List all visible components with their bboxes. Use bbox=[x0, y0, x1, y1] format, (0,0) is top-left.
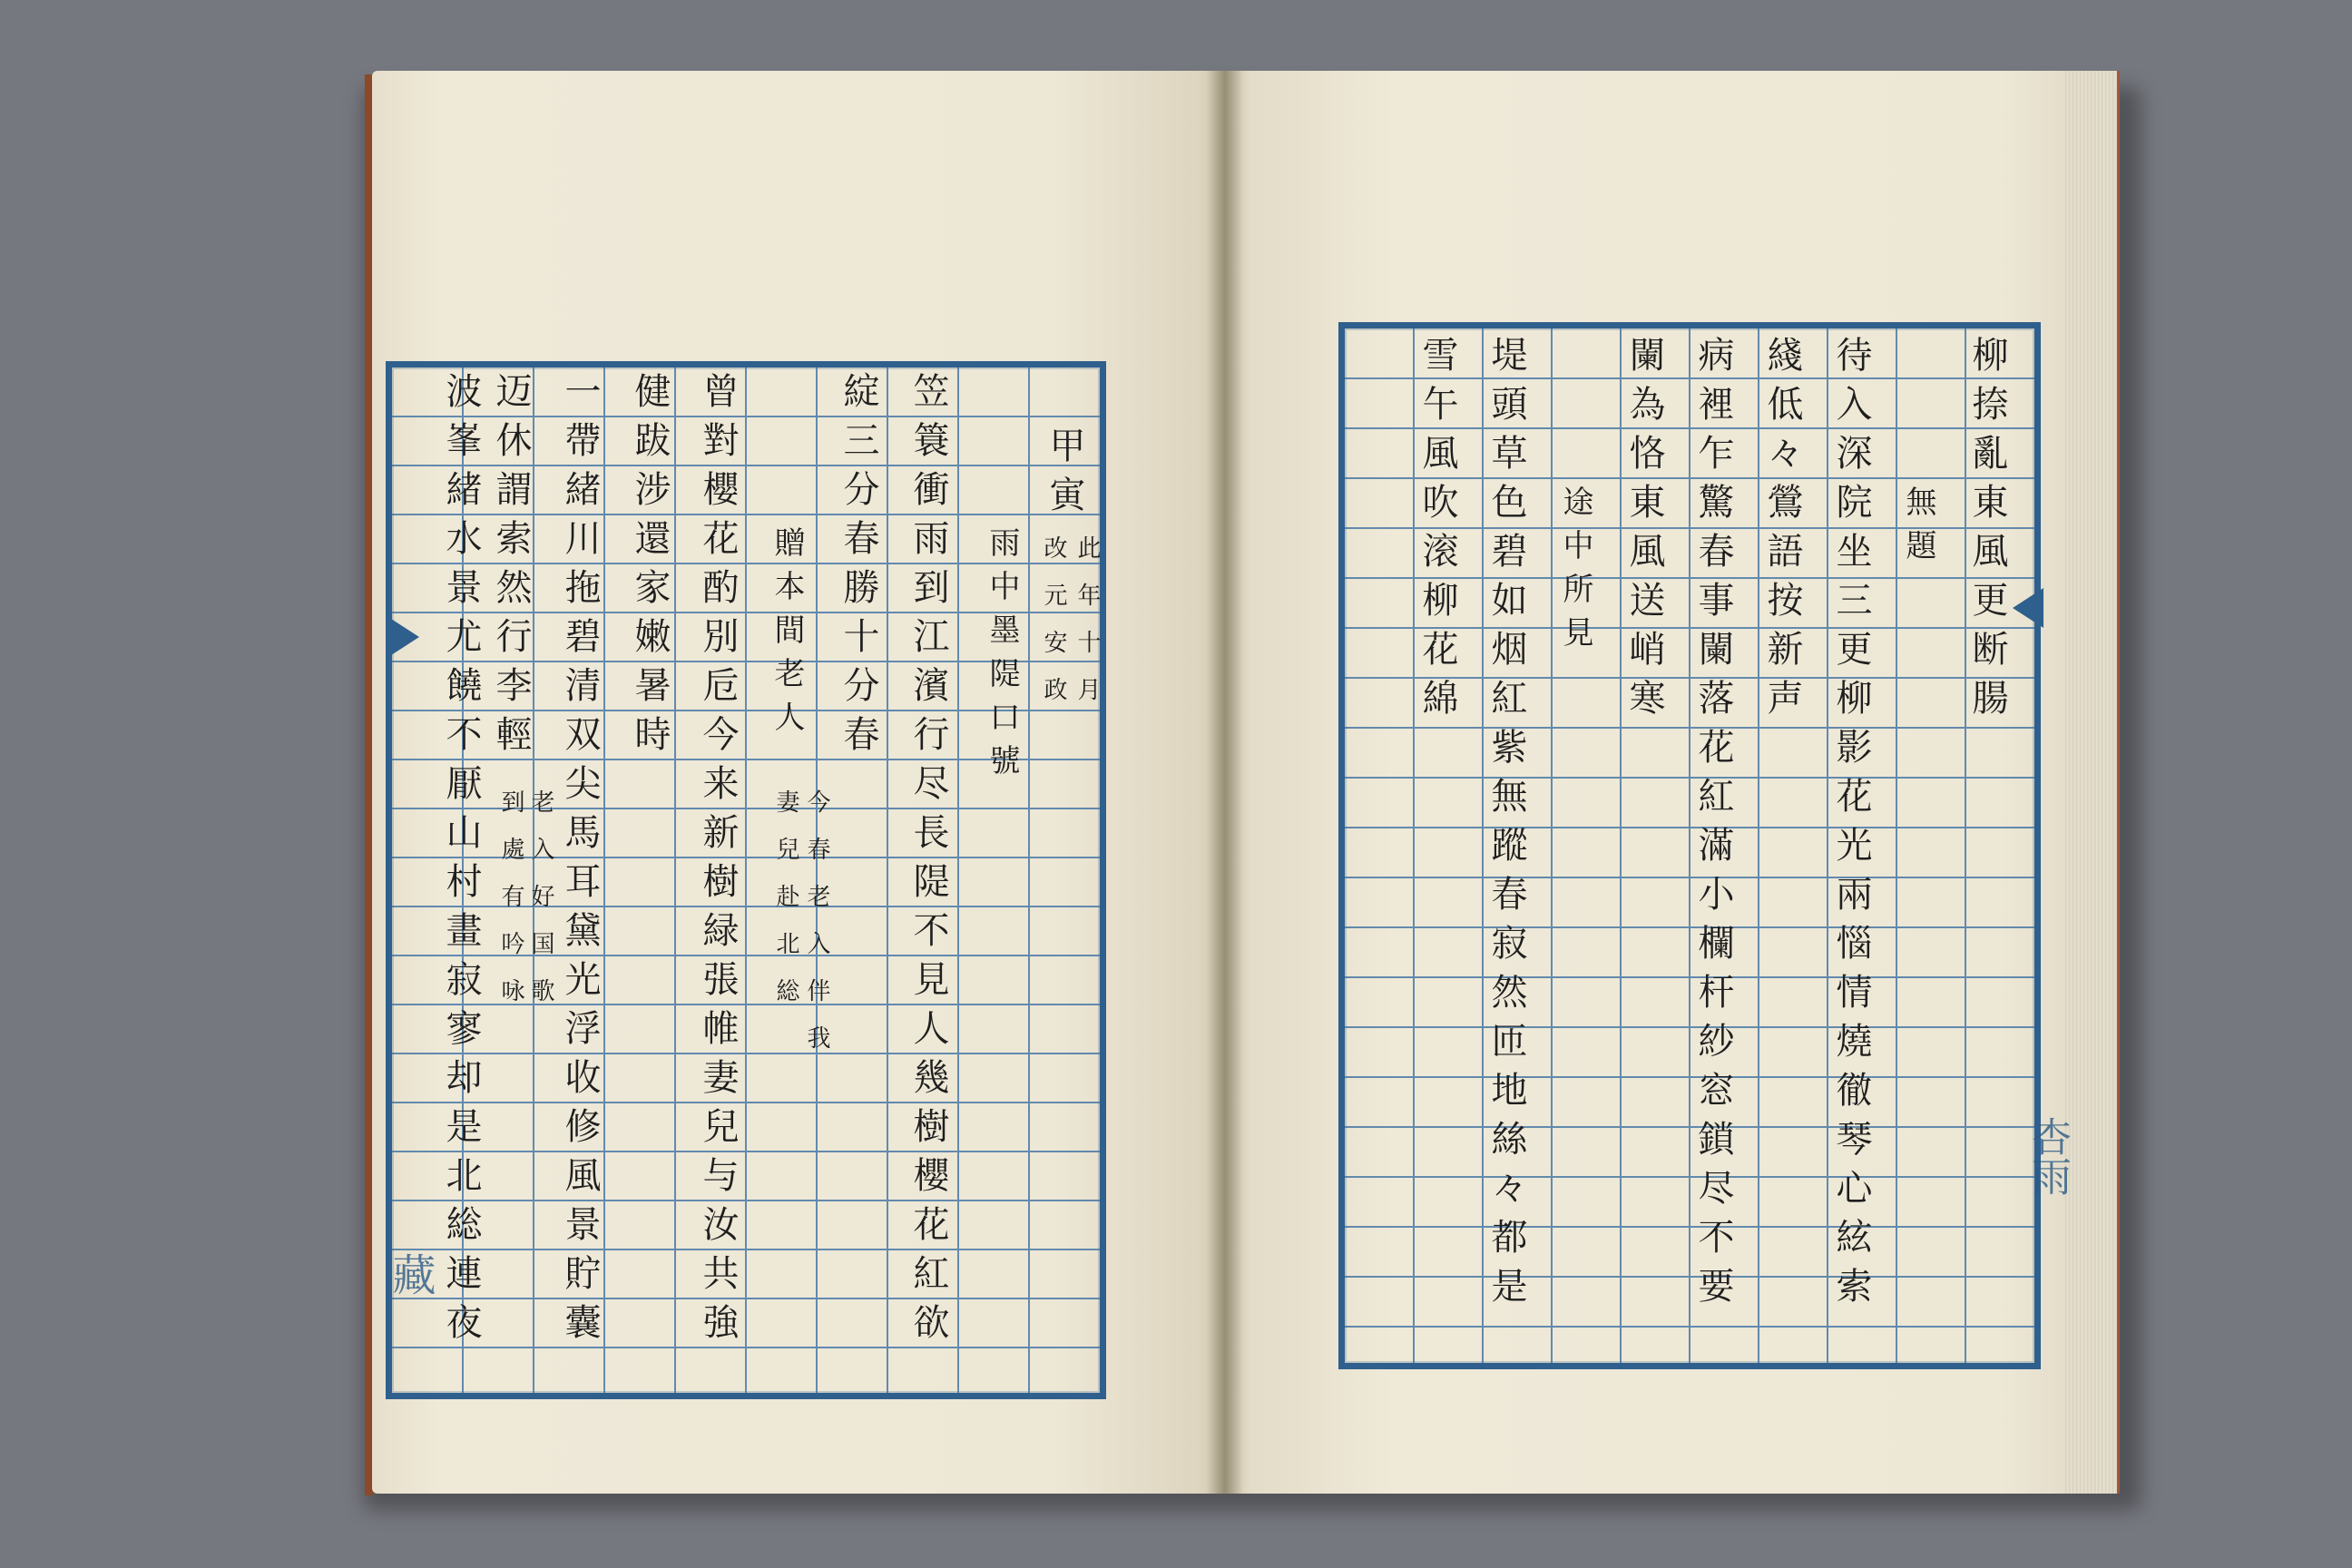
right-col-3: 待入深院坐三更柳影花光兩惱情燒徹琴心絃索 bbox=[1830, 336, 1872, 1316]
left-col-5: 贈本間老人 bbox=[769, 526, 805, 744]
left-col-8: 一帶緒川拖碧清双尖馬耳黛光浮收修風景貯囊 bbox=[559, 372, 601, 1352]
left-col-3: 笠簑衝雨到江濱行尽長隄不見人幾樹櫻花紅欲 bbox=[907, 372, 949, 1352]
right-col-8: 堤頭草色碧如烟紅紫無蹤春寂然匝地絲々都是 bbox=[1485, 336, 1527, 1316]
left-col-2: 雨中墨隄口號 bbox=[984, 526, 1020, 788]
left-col-1: 甲寅 bbox=[1044, 426, 1085, 524]
right-fish-tail-mark bbox=[2013, 588, 2043, 628]
right-col-4: 綫低々鶯語按新声 bbox=[1761, 336, 1803, 728]
left-col-5-note-b: 妻兒赴北総 bbox=[772, 789, 799, 1025]
right-margin-stamp: 杏雨 bbox=[2024, 1116, 2071, 1196]
left-col-6: 曾對櫻花酌別卮今来新樹緑張帷妻兒与汝共強 bbox=[697, 372, 739, 1352]
right-col-9: 雪午風吹滚柳花綿 bbox=[1416, 336, 1458, 728]
left-margin-stamp: 藏 bbox=[385, 1252, 436, 1296]
right-col-5: 病裡乍驚春事闌落花紅滿小欄杆紗窓鎖尽不要 bbox=[1692, 336, 1734, 1316]
page-stack bbox=[2064, 71, 2120, 1494]
book-gutter bbox=[1207, 71, 1243, 1494]
left-col-9: 迈休謂索然行李輕 bbox=[490, 372, 532, 764]
left-fish-tail-mark bbox=[388, 617, 419, 657]
right-col-7: 途中所見 bbox=[1557, 485, 1593, 660]
left-col-8-note-b: 到處有吟咏 bbox=[497, 789, 524, 1025]
right-col-1: 柳捺亂東風更断腸 bbox=[1966, 336, 2008, 728]
left-col-10: 波峯緒水景尤饒不厭山村畫寂寥却是北総連夜 bbox=[440, 372, 482, 1352]
left-col-7: 健跋涉還家嫩暑時 bbox=[629, 372, 671, 764]
left-col-8-note-a: 老入好国歌 bbox=[527, 789, 554, 1025]
left-col-5-note-a: 今春老入伴我 bbox=[803, 789, 830, 1073]
left-col-1-note-b: 此年十月 bbox=[1073, 535, 1101, 724]
left-col-1-note-a: 改元安政 bbox=[1040, 535, 1067, 724]
right-col-6: 闌為恪東風送峭寒 bbox=[1623, 336, 1665, 728]
left-col-4: 綻三分春勝十分春 bbox=[838, 372, 879, 764]
right-col-2: 無題 bbox=[1900, 485, 1936, 573]
